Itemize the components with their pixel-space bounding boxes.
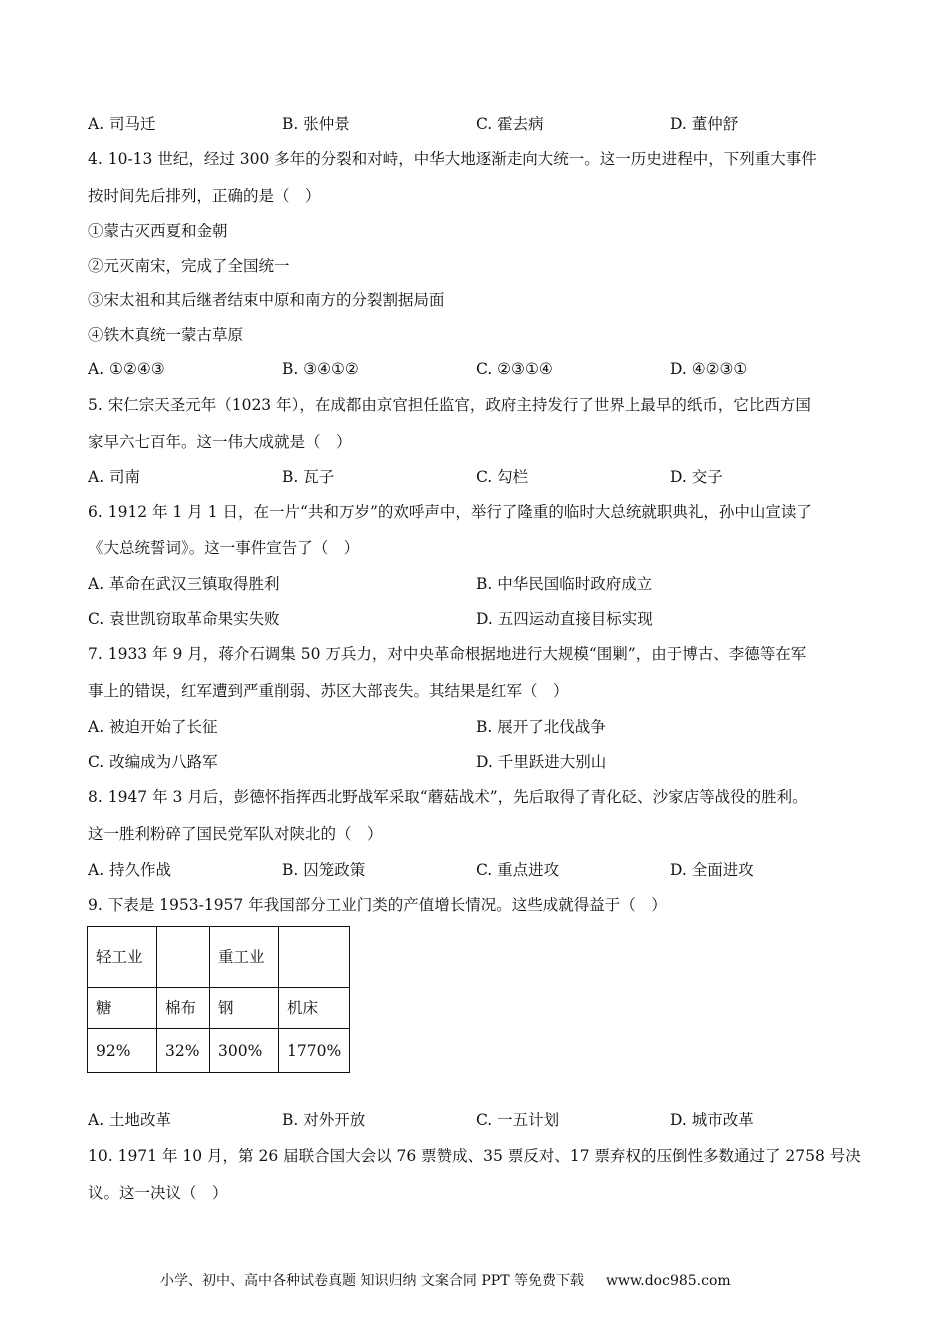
q9-option-a: A. 土地改革 xyxy=(88,1111,172,1129)
q8-stem-line2: 这一胜利粉碎了国民党军队对陕北的（ ） xyxy=(88,825,383,843)
q4-stem-line2: 按时间先后排列，正确的是（ ） xyxy=(88,187,321,205)
q4-item-3: ③宋太祖和其后继者结束中原和南方的分裂割据局面 xyxy=(88,291,445,309)
footer-text: 小学、初中、高中各种试卷真题 知识归纳 文案合同 PPT 等免费下载 xyxy=(160,1273,584,1289)
q6-stem-line1: 6. 1912 年 1 月 1 日，在一片“共和万岁”的欢呼声中，举行了隆重的临时大总统就职典礼，孙中山宣读了 xyxy=(88,503,812,521)
q3-option-d: D. 董仲舒 xyxy=(670,115,739,133)
table-row xyxy=(88,1029,350,1073)
table-cell: 轻工业 xyxy=(88,927,157,988)
table-cell: 棉布 xyxy=(157,988,210,1029)
table-cell: 重工业 xyxy=(210,927,279,988)
q9-stem: 9. 下表是 1953-1957 年我国部分工业门类的产值增长情况。这些成就得益于（ ） xyxy=(88,896,667,914)
table-cell: 钢 xyxy=(210,988,279,1029)
q5-option-d: D. 交子 xyxy=(670,468,723,486)
q6-option-b: B. 中华民国临时政府成立 xyxy=(476,575,653,593)
page-footer xyxy=(160,1270,731,1290)
table-cell: 300% xyxy=(210,1029,279,1073)
table-cell xyxy=(157,927,210,988)
q4-item-4: ④铁木真统一蒙古草原 xyxy=(88,326,244,344)
q5-stem-line2: 家早六七百年。这一伟大成就是（ ） xyxy=(88,433,352,451)
q3-option-c: C. 霍去病 xyxy=(476,115,544,133)
q5-option-b: B. 瓦子 xyxy=(282,468,335,486)
q7-option-a: A. 被迫开始了长征 xyxy=(88,718,218,736)
q7-option-d: D. 千里跃进大别山 xyxy=(476,753,607,771)
q3-option-a: A. 司马迁 xyxy=(88,115,156,133)
table-cell: 1770% xyxy=(279,1029,350,1073)
q4-item-2: ②元灭南宋，完成了全国统一 xyxy=(88,257,290,275)
q5-option-a: A. 司南 xyxy=(88,468,141,486)
q9-option-c: C. 一五计划 xyxy=(476,1111,560,1129)
table-cell xyxy=(279,927,350,988)
table-cell: 92% xyxy=(88,1029,157,1073)
q9-option-d: D. 城市改革 xyxy=(670,1111,754,1129)
q8-option-b: B. 囚笼政策 xyxy=(282,861,366,879)
q7-option-c: C. 改编成为八路军 xyxy=(88,753,218,771)
table-row xyxy=(88,927,350,988)
q4-option-a: A. ①②④③ xyxy=(88,360,165,378)
q7-option-b: B. 展开了北伐战争 xyxy=(476,718,606,736)
q4-option-c: C. ②③①④ xyxy=(476,360,553,378)
q4-option-d: D. ④②③① xyxy=(670,360,748,378)
q4-stem-line1: 4. 10-13 世纪，经过 300 多年的分裂和对峙，中华大地逐渐走向大统一。这一历史进程中，下列重大事件 xyxy=(88,150,817,168)
footer-url[interactable]: www.doc985.com xyxy=(605,1273,731,1289)
table-cell: 糖 xyxy=(88,988,157,1029)
industry-growth-table xyxy=(87,926,350,1073)
table-cell: 32% xyxy=(157,1029,210,1073)
q4-item-1: ①蒙古灭西夏和金朝 xyxy=(88,222,228,240)
q5-option-c: C. 勾栏 xyxy=(476,468,529,486)
q5-stem-line1: 5. 宋仁宗天圣元年（1023 年），在成都由京官担任监官，政府主持发行了世界上最早的纸币，它比西方国 xyxy=(88,396,811,414)
q6-option-d: D. 五四运动直接目标实现 xyxy=(476,610,653,628)
q7-stem-line1: 7. 1933 年 9 月，蒋介石调集 50 万兵力，对中央革命根据地进行大规模“围剿”，由于博古、李德等在军 xyxy=(88,645,807,663)
q3-option-b: B. 张仲景 xyxy=(282,115,350,133)
q6-option-a: A. 革命在武汉三镇取得胜利 xyxy=(88,575,280,593)
q6-option-c: C. 袁世凯窃取革命果实失败 xyxy=(88,610,280,628)
q8-option-d: D. 全面进攻 xyxy=(670,861,754,879)
q9-option-b: B. 对外开放 xyxy=(282,1111,366,1129)
q6-stem-line2: 《大总统誓词》。这一事件宣告了（ ） xyxy=(88,539,360,557)
q7-stem-line2: 事上的错误，红军遭到严重削弱、苏区大部丧失。其结果是红军（ ） xyxy=(88,682,569,700)
q4-option-b: B. ③④①② xyxy=(282,360,359,378)
table-row xyxy=(88,988,350,1029)
q8-option-a: A. 持久作战 xyxy=(88,861,172,879)
q8-option-c: C. 重点进攻 xyxy=(476,861,560,879)
q10-stem-line2: 议。这一决议（ ） xyxy=(88,1184,228,1202)
q10-stem-line1: 10. 1971 年 10 月，第 26 届联合国大会以 76 票赞成、35 票反对、17 票弃权的压倒性多数通过了 2758 号决 xyxy=(88,1147,861,1165)
q8-stem-line1: 8. 1947 年 3 月后，彭德怀指挥西北野战军采取“蘑菇战术”，先后取得了青化砭、沙家店等战役的胜利。 xyxy=(88,788,808,806)
table-cell: 机床 xyxy=(279,988,350,1029)
